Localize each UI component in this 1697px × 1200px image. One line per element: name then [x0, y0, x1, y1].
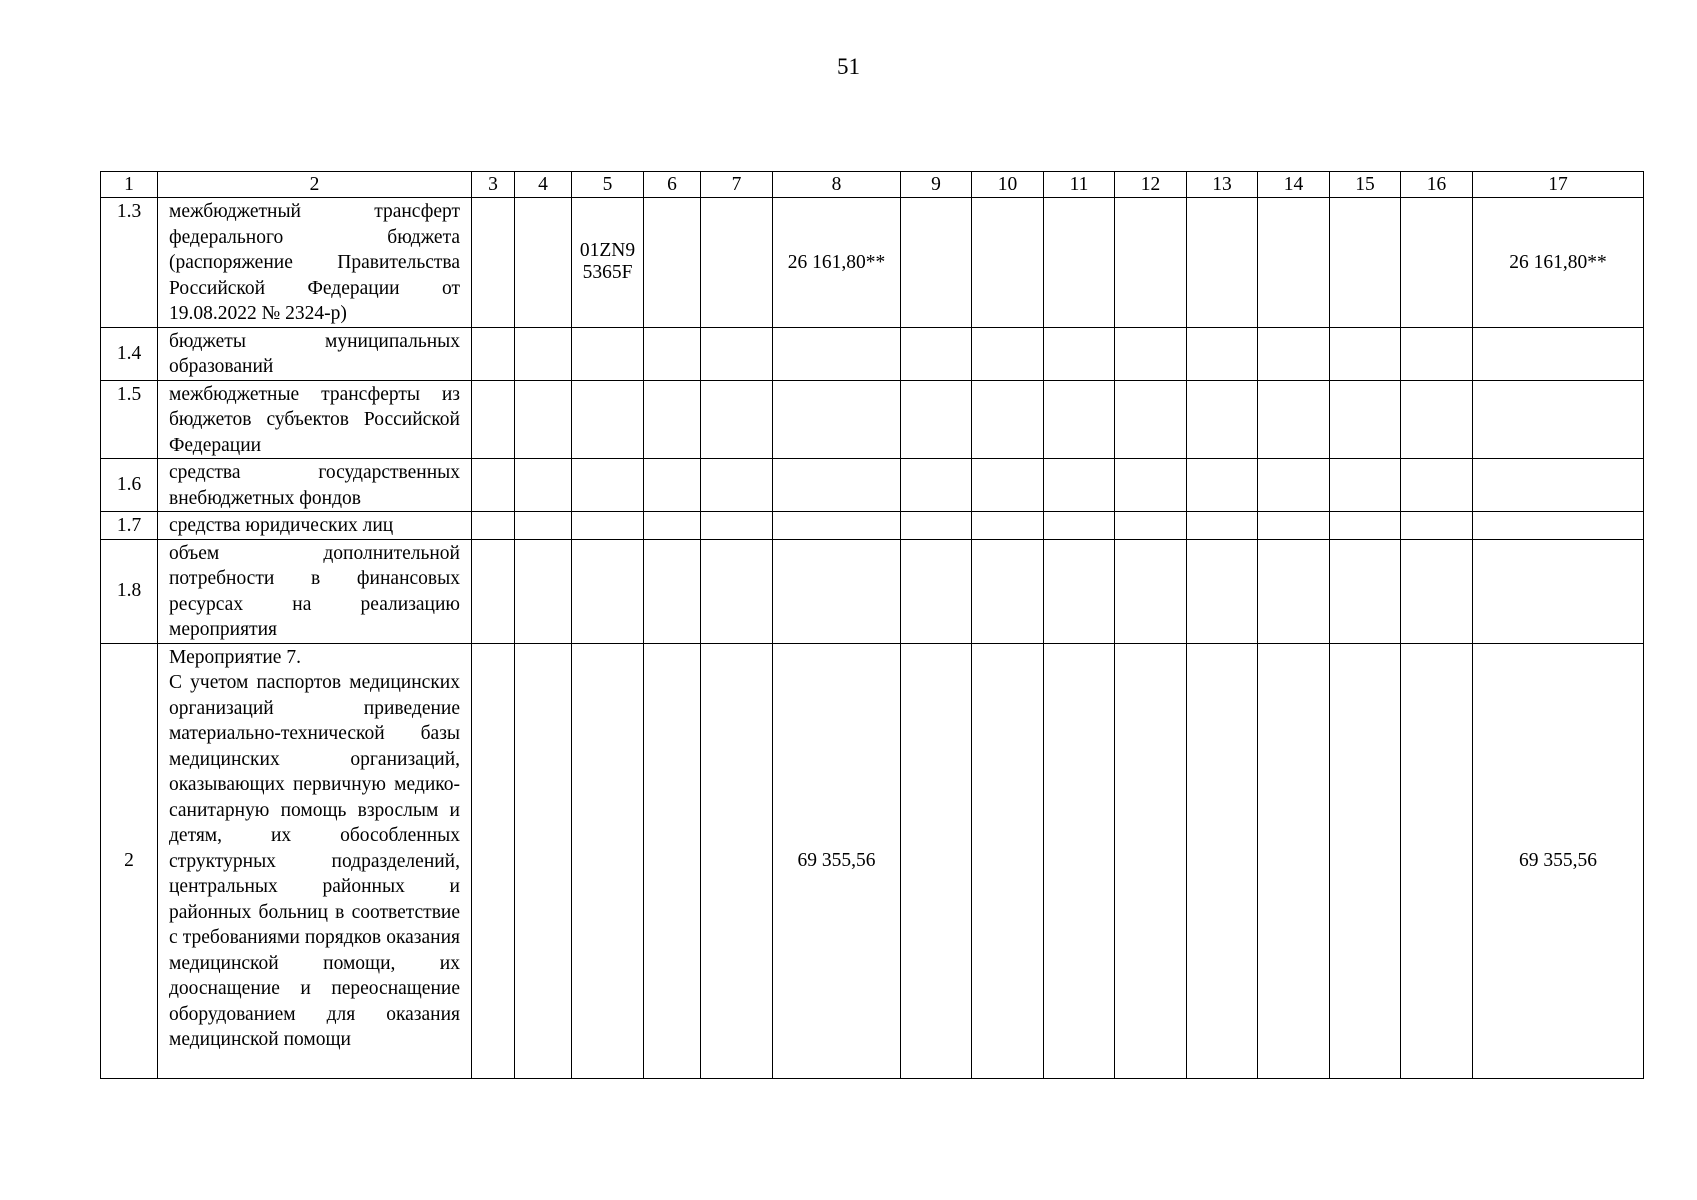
table-cell: [1187, 380, 1258, 459]
table-cell: [773, 380, 901, 459]
row-number: 1.8: [101, 539, 158, 643]
table-cell: [901, 459, 972, 512]
table-cell: [1258, 539, 1330, 643]
table-header-row: [101, 172, 1644, 198]
table-cell: [701, 643, 773, 1078]
table-cell: [472, 539, 515, 643]
table-cell: [515, 327, 572, 380]
table-cell: [701, 198, 773, 328]
row-description: межбюджетные трансферты из бюджетов субъектов Российской Федерации: [158, 380, 472, 459]
measure-title: Мероприятие 7.: [169, 646, 301, 668]
row-number: 1.3: [101, 198, 158, 328]
table-cell: [901, 643, 972, 1078]
row-description: бюджеты муниципальных образований: [158, 327, 472, 380]
table-cell: [1115, 539, 1187, 643]
table-cell: [515, 380, 572, 459]
table-cell: [1330, 198, 1401, 328]
table-row: [101, 643, 1644, 1078]
table-cell: [572, 327, 644, 380]
table-cell: [1401, 512, 1473, 540]
row-number: 1.6: [101, 459, 158, 512]
table-cell: [972, 643, 1044, 1078]
table-cell: [901, 198, 972, 328]
table-cell: [773, 539, 901, 643]
table-cell: [644, 539, 701, 643]
column-header: 5: [572, 172, 644, 198]
table-cell: [1473, 327, 1644, 380]
table-cell: [572, 512, 644, 540]
table-cell: [644, 459, 701, 512]
total-cell: 69 355,56: [1473, 643, 1644, 1078]
table-cell: [773, 459, 901, 512]
column-header: 2: [158, 172, 472, 198]
column-header: 12: [1115, 172, 1187, 198]
table-cell: [1330, 327, 1401, 380]
budget-code-cell: 01ZN9 5365F: [572, 198, 644, 328]
column-header: 1: [101, 172, 158, 198]
table-cell: [1115, 643, 1187, 1078]
table-cell: [901, 327, 972, 380]
table-cell: [472, 327, 515, 380]
table-cell: [1187, 512, 1258, 540]
row-number: 1.5: [101, 380, 158, 459]
table-cell: [1401, 643, 1473, 1078]
column-header: 10: [972, 172, 1044, 198]
table-cell: [1044, 459, 1115, 512]
table-row: [101, 539, 1644, 643]
table-cell: [701, 327, 773, 380]
row-number: 1.7: [101, 512, 158, 540]
table-cell: [972, 198, 1044, 328]
table-cell: [1187, 539, 1258, 643]
table-cell: [1473, 380, 1644, 459]
row-number: 1.4: [101, 327, 158, 380]
table-cell: [572, 459, 644, 512]
column-header: 17: [1473, 172, 1644, 198]
budget-table: [100, 171, 1644, 1079]
table-cell: [1115, 459, 1187, 512]
table-cell: [701, 459, 773, 512]
table-cell: [1187, 327, 1258, 380]
table-cell: [1115, 327, 1187, 380]
table-cell: [1401, 539, 1473, 643]
table-cell: [701, 512, 773, 540]
table-cell: [515, 198, 572, 328]
table-cell: [773, 512, 901, 540]
table-cell: [972, 459, 1044, 512]
page-number: 51: [837, 54, 860, 79]
table-row: [101, 380, 1644, 459]
table-row: [101, 459, 1644, 512]
amount-cell: 26 161,80**: [773, 198, 901, 328]
table-cell: [1044, 380, 1115, 459]
table-cell: [1187, 198, 1258, 328]
table-cell: [701, 539, 773, 643]
table-cell: [1258, 643, 1330, 1078]
table-cell: [515, 643, 572, 1078]
table-cell: [572, 380, 644, 459]
table-row: [101, 327, 1644, 380]
table-cell: [1258, 198, 1330, 328]
table-cell: [1330, 643, 1401, 1078]
table-cell: [572, 539, 644, 643]
table-cell: [1044, 198, 1115, 328]
table-cell: [472, 512, 515, 540]
table-cell: [1401, 459, 1473, 512]
table-cell: [1115, 512, 1187, 540]
row-description: объем дополнительной потребности в финансовых ресурсах на реализацию мероприятия: [158, 539, 472, 643]
table-cell: [515, 512, 572, 540]
table-cell: [972, 539, 1044, 643]
table-cell: [644, 327, 701, 380]
column-header: 7: [701, 172, 773, 198]
table-cell: [701, 380, 773, 459]
table-cell: [1044, 539, 1115, 643]
table-cell: [972, 380, 1044, 459]
table-cell: [972, 327, 1044, 380]
column-header: 4: [515, 172, 572, 198]
table-cell: [1187, 643, 1258, 1078]
table-cell: [1473, 512, 1644, 540]
table-cell: [1115, 198, 1187, 328]
table-cell: [472, 198, 515, 328]
table-cell: [644, 512, 701, 540]
table-cell: [472, 643, 515, 1078]
column-header: 6: [644, 172, 701, 198]
table-cell: [1401, 327, 1473, 380]
table-cell: [1473, 539, 1644, 643]
table-cell: [515, 459, 572, 512]
table-cell: [1401, 198, 1473, 328]
column-header: 9: [901, 172, 972, 198]
table-cell: [1044, 327, 1115, 380]
amount-cell: 69 355,56: [773, 643, 901, 1078]
table-cell: [1473, 459, 1644, 512]
row-description: средства государственных внебюджетных фондов: [158, 459, 472, 512]
row-description: [158, 643, 472, 1078]
table-cell: [644, 643, 701, 1078]
column-header: 3: [472, 172, 515, 198]
column-header: 13: [1187, 172, 1258, 198]
table-cell: [901, 512, 972, 540]
column-header: 16: [1401, 172, 1473, 198]
table-cell: [1044, 512, 1115, 540]
table-cell: [901, 380, 972, 459]
table-cell: [1330, 512, 1401, 540]
table-cell: [1258, 512, 1330, 540]
measure-description: С учетом паспортов медицинских организаций приведение материально-технической базы медицинских организаций, оказывающих первичную медико-санитарную помощь взрослым и детям, их обособленных структурных подразделений, центральных районных и районных больниц в соответствие с требованиями порядков оказания медицинской помощи, их дооснащение и переоснащение оборудованием для оказания медицинской помощи: [169, 672, 460, 1050]
table-row: [101, 198, 1644, 328]
table-cell: [515, 539, 572, 643]
column-header: 11: [1044, 172, 1115, 198]
table-cell: [901, 539, 972, 643]
table-cell: [1258, 459, 1330, 512]
table-cell: [472, 459, 515, 512]
total-cell: 26 161,80**: [1473, 198, 1644, 328]
table-cell: [1258, 380, 1330, 459]
table-cell: [1330, 380, 1401, 459]
row-description: средства юридических лиц: [158, 512, 472, 540]
table-cell: [773, 327, 901, 380]
table-cell: [644, 380, 701, 459]
table-cell: [1401, 380, 1473, 459]
column-header: 14: [1258, 172, 1330, 198]
table-cell: [472, 380, 515, 459]
table-cell: [572, 643, 644, 1078]
table-cell: [1044, 643, 1115, 1078]
table-cell: [644, 198, 701, 328]
table-row: [101, 512, 1644, 540]
table-cell: [1330, 539, 1401, 643]
column-header: 15: [1330, 172, 1401, 198]
table-cell: [1330, 459, 1401, 512]
row-number: 2: [101, 643, 158, 1078]
column-header: 8: [773, 172, 901, 198]
table-cell: [1187, 459, 1258, 512]
row-description: межбюджетный трансферт федерального бюджета (распоряжение Правительства Российской Федерации от 19.08.2022 № 2324-р): [158, 198, 472, 328]
table-cell: [972, 512, 1044, 540]
table-cell: [1258, 327, 1330, 380]
table-cell: [1115, 380, 1187, 459]
